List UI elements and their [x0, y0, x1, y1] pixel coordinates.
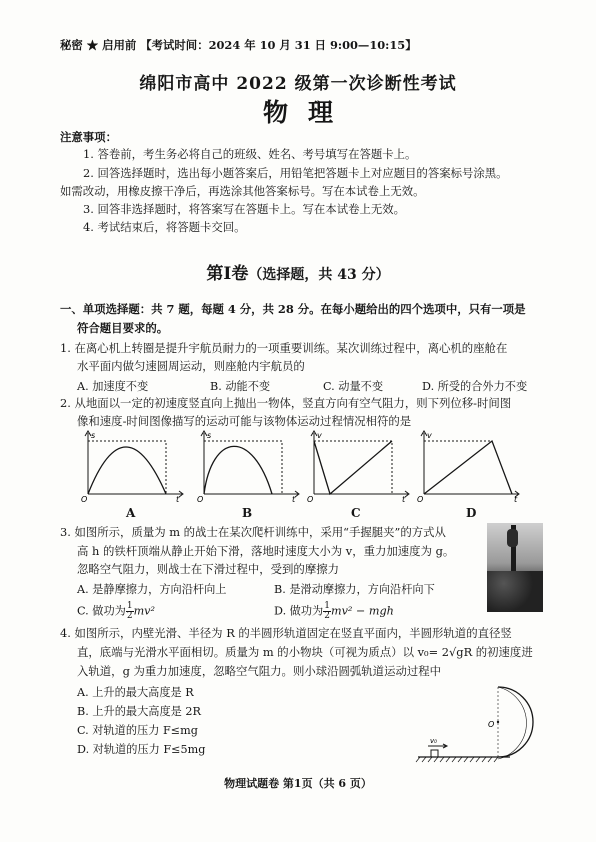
notice-line: 3. 回答非选择题时，将答案写在答题卡上。写在本试卷上无效。 [83, 202, 406, 216]
question-3-stem-cont: 高 h 的铁杆顶端从静止开始下滑，落地时速度大小为 v，重力加速度为 g。 [77, 544, 455, 558]
graph-c [304, 428, 414, 503]
fraction-numerator: 1 [324, 601, 330, 611]
question-1-stem-cont: 水平面内做匀速圆周运动，则座舱内宇航员的 [77, 359, 305, 373]
velocity-label: v₀ [430, 737, 437, 745]
semicircle-track-figure [410, 683, 550, 763]
climbing-pole-photo [487, 523, 543, 612]
trees-shape [487, 571, 543, 612]
notice-line: 1. 答卷前，考生务必将自己的班级、姓名、考号填写在答题卡上。 [83, 147, 417, 161]
q4-option-a: A. 上升的最大高度是 R [77, 686, 194, 699]
q3-option-a: A. 是静摩擦力，方向沿杆向上 [77, 583, 227, 596]
question-2-stem-cont: 像和速度-时间图像描写的运动可能与该物体运动过程情况相符的是 [77, 414, 412, 428]
graph-c-caption: C [351, 506, 361, 520]
section-title [0, 259, 596, 284]
graph-d-origin: O [417, 495, 424, 503]
block-shape [431, 750, 438, 757]
question-4-stem: 4. 如图所示，内壁光滑、半径为 R 的半圆形轨道固定在竖直平面内，半圆形轨道的直径竖 [60, 626, 512, 640]
question-4-stem-cont: 直，底端与光滑水平面相切。质量为 m 的小物块（可视为质点）以 v₀= 2√gR 的初速度进 [77, 645, 533, 659]
graph-b [194, 428, 304, 503]
exam-title: 绵阳市高中 2022 级第一次诊断性考试 [139, 74, 457, 94]
q3-option-d [274, 602, 394, 621]
track-center-label: O [488, 720, 495, 729]
graph-d [414, 428, 524, 503]
section-subtitle: （选择题，共 43 分） [248, 267, 390, 283]
q4-option-c: C. 对轨道的压力 F≤mg [77, 724, 198, 737]
subject-title: 物理 [262, 98, 353, 127]
q3-option-d-prefix: D. 做功为 [274, 604, 324, 618]
q3-option-c [77, 602, 155, 621]
question-2-stem: 2. 从地面以一定的初速度竖直向上抛出一物体，竖直方向有空气阻力，则下列位移-时间图 [60, 396, 512, 410]
graph-c-origin: O [307, 495, 314, 503]
question-1-stem: 1. 在离心机上转圈是提升宇航员耐力的一项重要训练。某次训练过程中，离心机的座舱在 [60, 341, 508, 355]
q3-option-b: B. 是滑动摩擦力，方向沿杆向下 [274, 583, 435, 596]
graph-a [78, 428, 188, 503]
notice-line: 如需改动，用橡皮擦干净后，再选涂其他答案标号。写在本试卷上无效。 [60, 184, 425, 198]
question-4-stem-cont: 入轨道，g 为重力加速度，忽略空气阻力。则小球沿圆弧轨道运动过程中 [77, 664, 442, 678]
notice-line: 4. 考试结束后，将答题卡交回。 [83, 220, 246, 234]
q1-option-b: B. 动能不变 [210, 380, 271, 393]
q1-option-a: A. 加速度不变 [77, 380, 149, 393]
graph-d-ylabel: v [427, 431, 432, 440]
notice-line: 2. 回答选择题时，选出每小题答案后，用铅笔把答题卡上对应题目的答案标号涂黑。 [83, 166, 508, 180]
question-3-stem-cont: 忽略空气阻力，则战士在下滑过程中，受到的摩擦力 [77, 562, 339, 576]
graph-c-ylabel: v [317, 431, 322, 440]
part-instructions: 一、单项选择题：共 7 题，每题 4 分，共 28 分。在每小题给出的四个选项中，只有一项是 [60, 302, 526, 316]
graph-a-origin: O [81, 495, 88, 503]
graph-a-ylabel: s [91, 431, 96, 440]
page-footer: 物理试题卷 第1页（共 6 页） [224, 777, 372, 790]
graph-d-caption: D [466, 506, 477, 520]
graph-b-caption: B [242, 506, 253, 520]
fraction-half [126, 602, 134, 621]
q3-option-c-prefix: C. 做功为 [77, 604, 126, 618]
graph-b-xlabel: t [292, 495, 296, 503]
soldier-figure [507, 529, 518, 547]
fraction-numerator: 1 [126, 601, 133, 611]
q3-option-c-expr: mv² [133, 604, 155, 618]
q1-option-d: D. 所受的合外力不变 [422, 380, 528, 393]
notice-heading: 注意事项： [60, 130, 117, 144]
fraction-denominator: 2 [126, 611, 133, 621]
graph-b-origin: O [197, 495, 204, 503]
graph-d-xlabel: t [514, 495, 518, 503]
q4-option-b: B. 上升的最大高度是 2R [77, 705, 201, 718]
graph-b-ylabel: s [207, 431, 212, 440]
q3-option-d-expr: mv² − mgh [330, 604, 394, 618]
section-title-main: 第Ⅰ卷 [206, 264, 249, 284]
question-3-stem: 3. 如图所示，质量为 m 的战士在某次爬杆训练中，采用“手握腿夹”的方式从 [60, 525, 446, 539]
q1-option-c: C. 动量不变 [323, 380, 384, 393]
exam-header-info: 秘密 ★ 启用前 【考试时间：2024 年 10 月 31 日 9:00—10:15】 [60, 38, 417, 52]
graph-a-xlabel: t [176, 495, 180, 503]
fraction-half [323, 602, 331, 621]
fraction-denominator: 2 [324, 611, 330, 621]
graph-a-caption: A [126, 506, 136, 520]
graph-c-xlabel: t [402, 495, 406, 503]
part-instructions-cont: 符合题目要求的。 [77, 321, 169, 335]
q4-option-d: D. 对轨道的压力 F≤5mg [77, 743, 206, 756]
